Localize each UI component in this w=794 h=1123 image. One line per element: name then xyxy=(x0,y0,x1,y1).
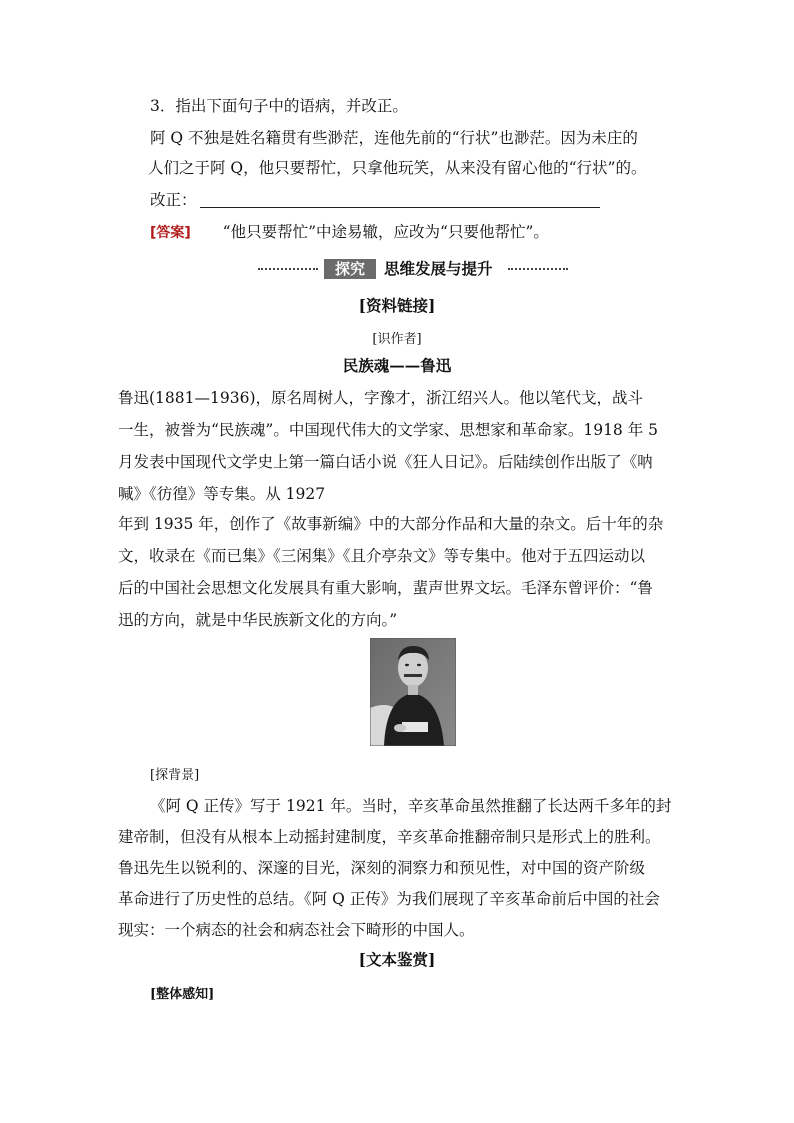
background-line-5: 现实：一个病态的社会和病态社会下畸形的中国人。 xyxy=(118,921,475,939)
correction-blank-line xyxy=(200,207,600,208)
overall-perception-tag: [整体感知] xyxy=(150,987,215,1002)
answer-tag: [答案] xyxy=(150,225,191,241)
author-portrait-photo xyxy=(370,638,456,746)
bio-line-6: 文，收录在《而已集》《三闲集》《且介亭杂文》等专集中。他对于五四运动以 xyxy=(118,547,646,565)
bio-line-3: 月发表中国现代文学史上第一篇白话小说《狂人日记》。后陆续创作出版了《呐 xyxy=(118,453,653,471)
bio-line-2: 一生，被誉为“民族魂”。中国现代伟大的文学家、思想家和革命家。1918 年 5 xyxy=(118,421,659,439)
banner-tag: 探究 xyxy=(324,259,376,279)
appreciation-heading: [文本鉴赏] xyxy=(358,950,436,969)
bio-line-7: 后的中国社会思想文化发展具有重大影响，蜚声世界文坛。毛泽东曾评价：“鲁 xyxy=(118,579,653,597)
background-line-3: 鲁迅先生以锐利的、深邃的目光，深刻的洞察力和预见性，对中国的资产阶级 xyxy=(118,859,646,877)
banner-dots-left xyxy=(258,268,318,270)
bio-line-5: 年到 1935 年，创作了《故事新编》中的大部分作品和大量的杂文。后十年的杂 xyxy=(118,515,664,533)
background-tag: [探背景] xyxy=(150,768,200,783)
banner-dots-right xyxy=(508,268,568,270)
answer-row xyxy=(150,222,549,243)
author-tag: [识作者] xyxy=(372,332,422,347)
section-banner xyxy=(258,258,568,280)
question-3-sentence-line-2: 人们之于阿 Q，他只要帮忙，只拿他玩笑，从来没有留心他的“行状”的。 xyxy=(148,159,647,177)
background-line-2: 建帝制，但没有从根本上动摇封建制度，辛亥革命推翻帝制只是形式上的胜利。 xyxy=(118,828,661,846)
question-3-title: 3．指出下面句子中的语病，并改正。 xyxy=(150,97,408,115)
question-3-sentence-line-1: 阿 Q 不独是姓名籍贯有些渺茫，连他先前的“行状”也渺茫。因为未庄的 xyxy=(150,129,638,147)
resource-heading: [资料链接] xyxy=(358,296,436,315)
background-line-4: 革命进行了历史性的总结。《阿 Q 正传》为我们展现了辛亥革命前后中国的社会 xyxy=(118,890,660,908)
bio-line-1: 鲁迅(1881—1936)，原名周树人，字豫才，浙江绍兴人。他以笔代戈，战斗 xyxy=(118,389,643,407)
bio-line-4: 喊》《彷徨》等专集。从 1927 xyxy=(118,485,326,503)
author-title: 民族魂——鲁迅 xyxy=(342,356,452,375)
bio-line-8: 迅的方向，就是中华民族新文化的方向。” xyxy=(118,611,398,629)
answer-text: “他只要帮忙”中途易辙，应改为“只要他帮忙”。 xyxy=(222,223,549,241)
background-line-1: 《阿 Q 正传》写于 1921 年。当时，辛亥革命虽然推翻了长达两千多年的封 xyxy=(150,797,672,815)
correction-label: 改正： xyxy=(150,191,197,209)
banner-title: 思维发展与提升 xyxy=(384,260,493,278)
